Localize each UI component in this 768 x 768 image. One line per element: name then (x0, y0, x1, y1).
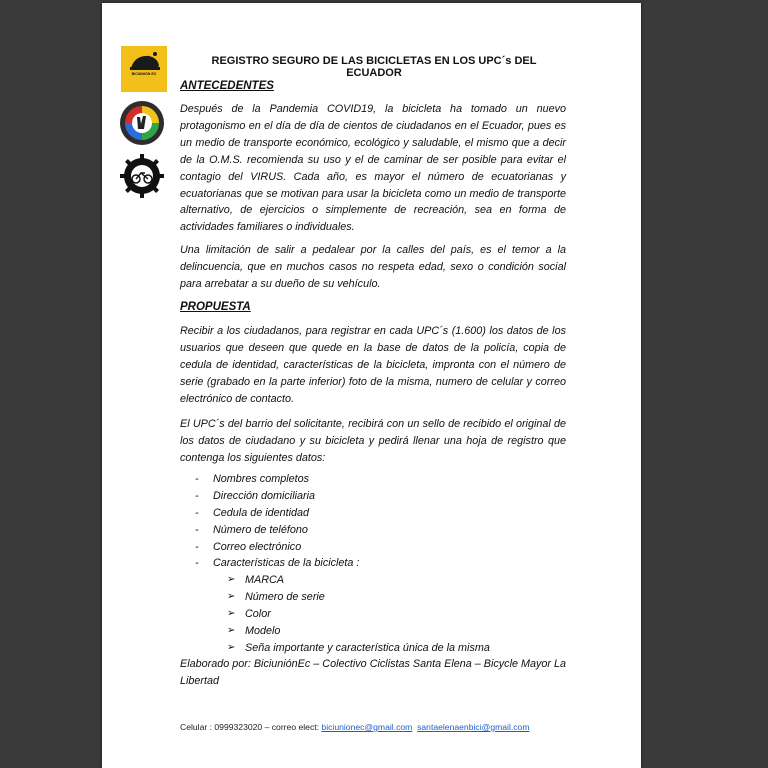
email-link-santaelena[interactable]: santaelenaenbici@gmail.com (417, 722, 530, 732)
antecedentes-heading: ANTECEDENTES (180, 80, 274, 92)
document-title: REGISTRO SEGURO DE LAS BICICLETAS EN LOS UPC´s DEL ECUADOR (211, 55, 537, 79)
document-page: BICIUNIÓN EC REGISTRO SEGURO DE LAS BICICLETAS EN LOS UPC´s DEL ECUADOR ANTECEDENTES Después de la Pandemia COVID19, la bicicleta ha tomado un nuevo protagonismo en el día de día de cientos de ciudadanos en el Ecuador, pues es un medio de transporte económico, ecológico y saludable, el mismo que a decir de la O.M.S. recomienda su uso y el de caminar de ser posible para evitar el contagio del VIRUS. Cada año, es mayor el número de ecuatorianas y ecuatorianas que se motivan para usar la bicicleta como un medio de transporte alternativo, de ejercicios o simplemente de recreación, sea en forma de actividades familiares o individuales. Una limitación de salir a pedalear por la calles del país, es el temor a la delincuencia, que en muchos casos no respeta edad, sexo o condición social para arrebatar a su dueño de su vehículo. PROPUESTA Recibir a los ciudadanos, para registrar en cada UPC´s (1.600) los datos de los usuarios que deseen que quede en la base de datos de la policía, copia de cedula de identidad, características de la bicicleta, impronta con el número de serie (grabado en la parte inferior) foto de la misma, numero de celular y correo electrónico de contacto. El UPC´s del barrio del solicitante, recibirá con un sello de recibido el original de los datos de ciudadano y su bicicleta y pedirá llenar una hoja de registro que contenga los siguientes datos: - Nombres completos - Dirección domiciliaria - Cedula de identidad - Número de teléfono - Correo electrónico - Características de la bicicleta : ➢ MARCA ➢ Número de serie ➢ Color ➢ Modelo ➢ Seña importante y característica única de la misma Elaborado por: BiciuniónEc – Colectivo Ciclistas Santa Elena – Bicycle Mayor La Libertad Celular : 0999323020 – correo elect: biciunionec@gmail.com santaelenaenbici@gmail.com (102, 3, 641, 768)
arrow-bullet-icon: ➢ (227, 641, 236, 653)
contact-footer (180, 722, 529, 732)
arrow-bullet-icon: ➢ (227, 574, 236, 585)
propuesta-heading: PROPUESTA (180, 301, 251, 313)
logo-caption: BICIUNIÓN EC (131, 72, 157, 76)
footer-text: Celular : 0999323020 – correo elect: (180, 722, 322, 732)
propuesta-paragraph-2: El UPC´s del barrio del solicitante, recibirá con un sello de recibido el original de los datos de ciudadano y su bicicleta y pedirá llenar una hoja de registro que contenga los siguientes datos: (180, 418, 566, 464)
antecedentes-paragraph-1: Después de la Pandemia COVID19, la bicicleta ha tomado un nuevo protagonismo en el día de día de cientos de ciudadanos en el Ecuador, pues es un medio de transporte económico, ecológico y saludable, el mismo que a decir de la O.M.S. recomienda su uso y el de caminar de ser posible para evitar el contagio del VIRUS. Cada año, es mayor el número de ecuatorianas y ecuatorianas que se motivan para usar la bicicleta como un medio de transporte alternativo, de ejercicios o simplemente de recreación, sea en forma de actividades familiares o individuales. (180, 103, 566, 234)
ciclistas-santa-elena-logo (119, 100, 165, 146)
arrow-bullet-icon: ➢ (227, 624, 236, 636)
helmet-icon (121, 46, 167, 92)
arrow-bullet-icon: ➢ (227, 590, 236, 602)
closing-signature: Elaborado por: BiciuniónEc – Colectivo Ciclistas Santa Elena – Bicycle Mayor La Libertad (180, 658, 566, 687)
propuesta-paragraph-1: Recibir a los ciudadanos, para registrar en cada UPC´s (1.600) los datos de los usuarios que deseen que quede en la base de datos de la policía, copia de cedula de identidad, características de la bicicleta, impronta con el número de serie (grabado en la parte inferior) foto de la misma, numero de celular y correo electrónico de contacto. (180, 325, 566, 405)
biciunion-logo (121, 46, 167, 92)
arrow-bullet-icon: ➢ (227, 607, 236, 619)
antecedentes-paragraph-2: Una limitación de salir a pedalear por la calles del país, es el temor a la delincuencia, que en muchos casos no respeta edad, sexo o condición social para arrebatar a su dueño de su vehículo. (180, 244, 566, 290)
bicycle-mayor-logo (119, 153, 165, 199)
gear-icon (119, 153, 165, 199)
email-link-biciunion[interactable]: biciunionec@gmail.com (321, 722, 413, 732)
